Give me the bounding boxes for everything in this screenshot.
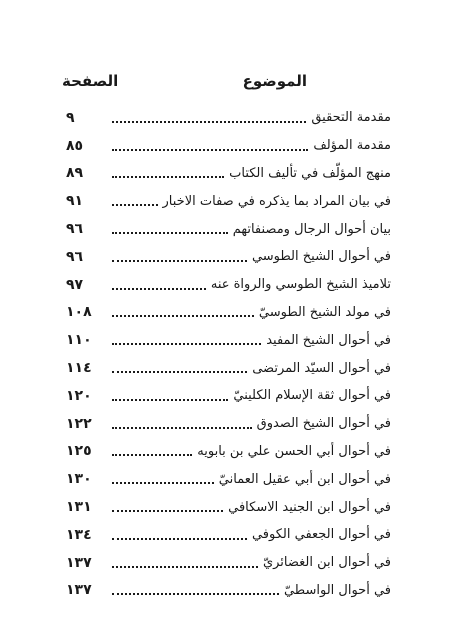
page-column-label: الصفحة <box>62 72 119 90</box>
toc-entry-title: مقدمة التحقيق <box>311 110 391 126</box>
toc-entry <box>66 132 391 160</box>
toc-entry-page-number: ١٢٠ <box>66 387 92 404</box>
dot-leader <box>112 427 252 429</box>
toc-entry-title: منهج المؤلّف في تأليف الكتاب <box>229 165 391 181</box>
dot-leader <box>112 149 308 151</box>
toc-entry-title: مقدمة المؤلف <box>313 138 391 154</box>
toc-entry-page-number: ١٣٧ <box>66 554 92 571</box>
toc-header <box>62 72 307 94</box>
dot-leader <box>112 204 158 206</box>
dot-leader <box>112 343 261 345</box>
dot-leader <box>112 538 247 540</box>
toc-entry <box>66 104 391 132</box>
toc-entry <box>66 243 391 271</box>
toc-entry <box>66 326 391 354</box>
toc-entry <box>66 382 391 410</box>
dot-leader <box>112 566 258 568</box>
toc-entry <box>66 521 391 549</box>
toc-entry-page-number: ٩٦ <box>66 248 84 265</box>
toc-entry-title: في مولد الشيخ الطوسيّ <box>258 304 391 320</box>
toc-entry-title: في أحوال الشيخ الصدوق <box>256 416 391 432</box>
toc-entry-page-number: ١٠٨ <box>66 304 92 321</box>
toc-entry-title: في أحوال الشيخ المفيد <box>266 332 391 348</box>
toc-entry-page-number: ١١٤ <box>66 360 92 377</box>
toc-entry-page-number: ١٣١ <box>66 499 92 516</box>
toc-entry-title: في أحوال الجعفي الكوفي <box>251 527 391 543</box>
dot-leader <box>112 510 223 512</box>
toc-entry-page-number: ٨٩ <box>66 165 84 182</box>
toc-entry-title: في أحوال الشيخ الطوسي <box>251 249 391 265</box>
toc-entry <box>66 187 391 215</box>
toc-entry-page-number: ١٣٠ <box>66 471 92 488</box>
toc-entry-title: في أحوال ابن الجنيد الاسكافي <box>228 499 391 515</box>
dot-leader <box>112 232 228 234</box>
toc-entry <box>66 160 391 188</box>
toc-entry-page-number: ٩ <box>66 109 75 126</box>
toc-entry-page-number: ٨٥ <box>66 137 84 154</box>
toc-entry-page-number: ٩٦ <box>66 221 84 238</box>
toc-entry-title: بيان أحوال الرجال ومصنفاتهم <box>232 221 391 237</box>
toc-entry-page-number: ١٣٧ <box>66 582 92 599</box>
toc-entry-page-number: ١٢٥ <box>66 443 92 460</box>
toc-entry-page-number: ٩٧ <box>66 276 84 293</box>
dot-leader <box>112 482 214 484</box>
dot-leader <box>112 288 206 290</box>
toc-entry-page-number: ١٢٢ <box>66 415 92 432</box>
toc-entry-title: في أحوال ثقة الإسلام الكلينيّ <box>233 388 391 404</box>
toc-entry-title: تلاميذ الشيخ الطوسي والرواة عنه <box>210 277 391 293</box>
dot-leader <box>112 315 254 317</box>
dot-leader <box>112 260 247 262</box>
toc-entry-title: في أحوال السيّد المرتضى <box>252 360 391 376</box>
toc-entry <box>66 354 391 382</box>
toc-entry <box>66 577 391 605</box>
toc-entry-page-number: ١٣٤ <box>66 526 92 543</box>
toc-entry <box>66 410 391 438</box>
toc-entry <box>66 493 391 521</box>
dot-leader <box>112 176 224 178</box>
toc-entry <box>66 299 391 327</box>
toc-entry <box>66 215 391 243</box>
toc-entry-title: في أحوال أبي الحسن علي بن بابويه <box>197 443 391 459</box>
toc-entry <box>66 549 391 577</box>
toc-entry-title: في أحوال ابن أبي عقيل العمانيّ <box>218 471 391 487</box>
dot-leader <box>112 399 228 401</box>
dot-leader <box>112 454 192 456</box>
toc-entry-page-number: ٩١ <box>66 193 84 210</box>
dot-leader <box>112 593 279 595</box>
toc-entry <box>66 271 391 299</box>
dot-leader <box>112 371 247 373</box>
toc-entry <box>66 465 391 493</box>
topic-column-label: الموضوع <box>242 72 307 90</box>
toc-entry-title: في بيان المراد بما يذكره في صفات الاخبار <box>162 193 391 209</box>
toc-entry-title: في أحوال ابن الغضائريّ <box>262 555 391 571</box>
toc-entry-page-number: ١١٠ <box>66 332 92 349</box>
dot-leader <box>112 121 306 123</box>
toc-list <box>66 104 391 604</box>
toc-entry-title: في أحوال الواسطيّ <box>283 582 391 598</box>
toc-entry <box>66 438 391 466</box>
